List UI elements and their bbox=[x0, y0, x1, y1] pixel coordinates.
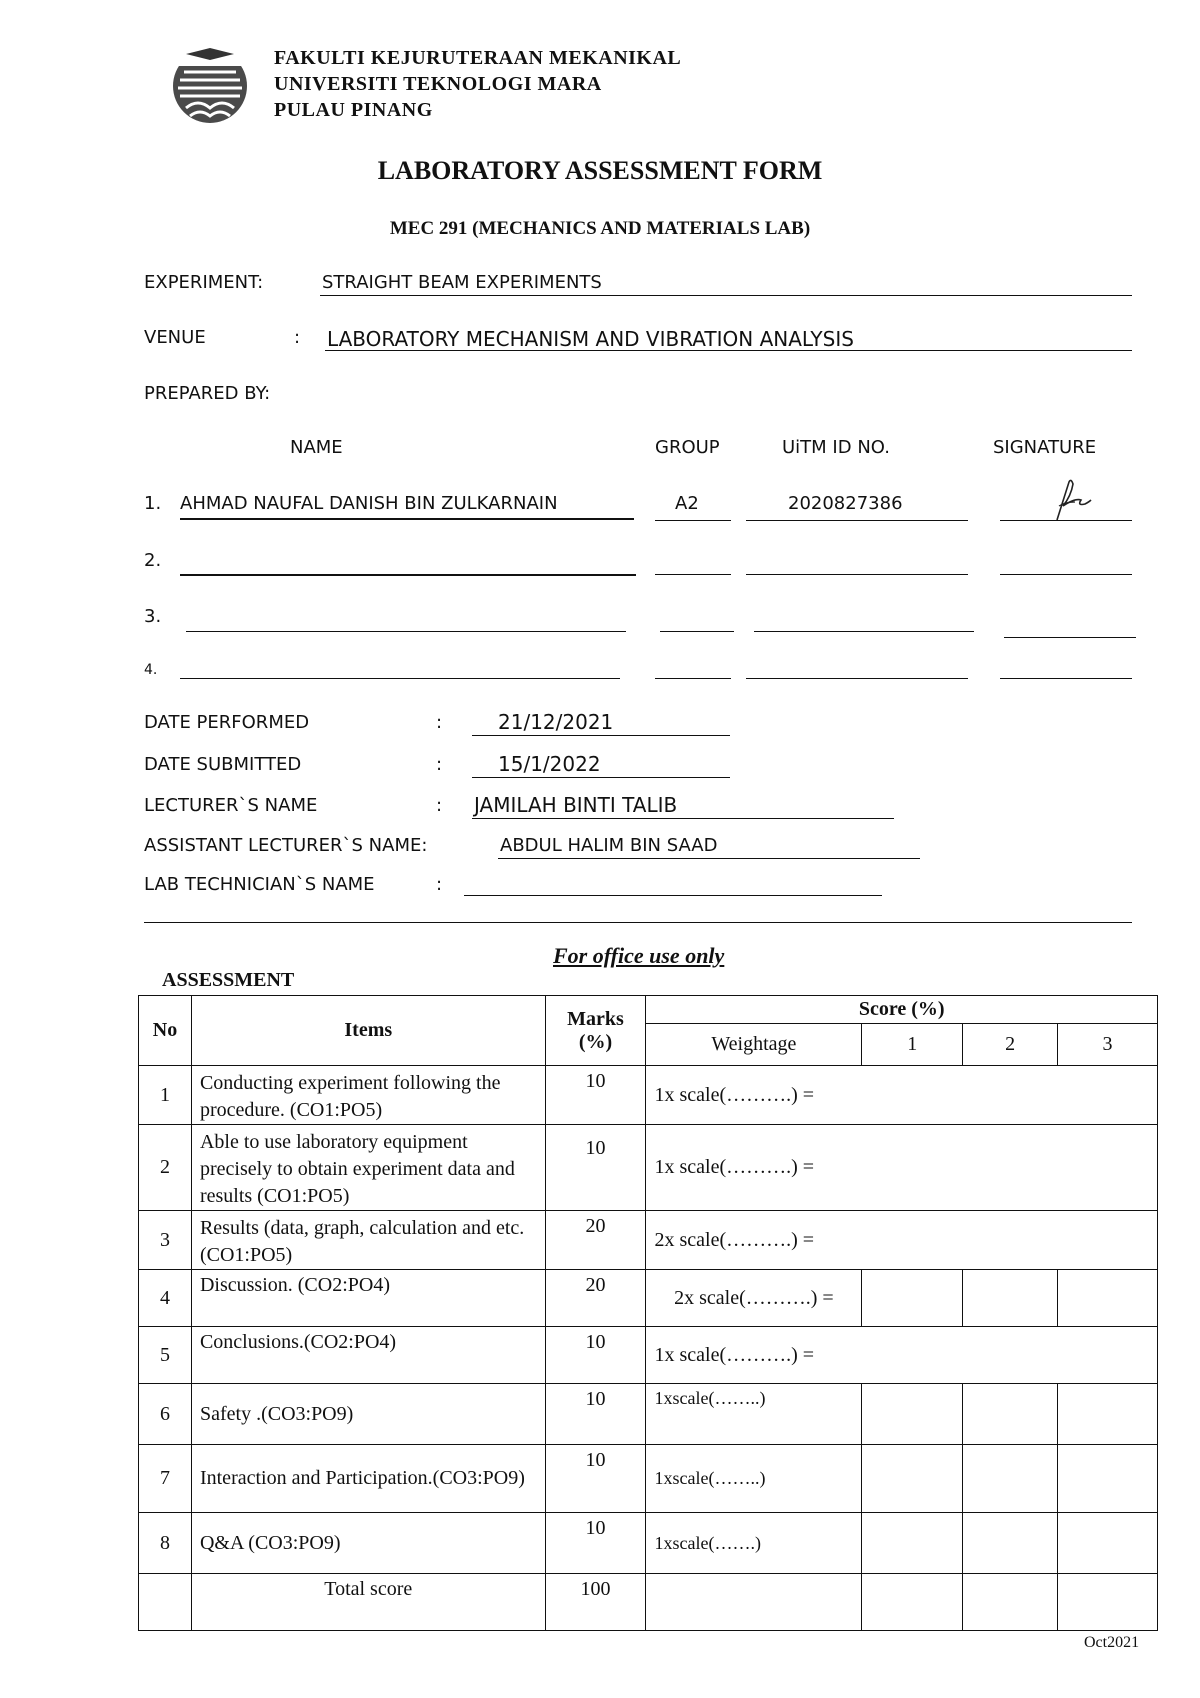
id-column-header: UiTM ID NO. bbox=[782, 437, 890, 458]
venue-label: VENUE bbox=[144, 327, 206, 348]
uitm-logo-icon bbox=[172, 46, 248, 124]
assistant-lecturer-value: ABDUL HALIM BIN SAAD bbox=[500, 835, 718, 856]
row-weightage: 1x scale(……….) = bbox=[646, 1327, 1158, 1384]
name-column-header: NAME bbox=[290, 437, 343, 458]
member-signature-line bbox=[1004, 637, 1136, 638]
row-weightage: 2x scale(……….) = bbox=[646, 1211, 1158, 1270]
row-item: Interaction and Participation.(CO3:PO9) bbox=[191, 1445, 545, 1513]
score-1-header: 1 bbox=[862, 1024, 963, 1066]
score-cell-1[interactable] bbox=[862, 1384, 963, 1445]
score-cell-2[interactable] bbox=[963, 1445, 1058, 1513]
row-number: 2 bbox=[139, 1125, 192, 1211]
member-name-line bbox=[180, 574, 636, 576]
row-number: 6 bbox=[139, 1384, 192, 1445]
score-cell-1[interactable] bbox=[862, 1270, 963, 1327]
row-marks: 10 bbox=[545, 1327, 646, 1384]
table-row bbox=[139, 1384, 1158, 1445]
table-row bbox=[139, 1125, 1158, 1211]
technician-underline bbox=[464, 895, 882, 896]
member-group-line bbox=[655, 574, 731, 575]
table-row bbox=[139, 1327, 1158, 1384]
date-submitted-colon: : bbox=[436, 754, 443, 775]
member-number: 4. bbox=[144, 662, 158, 678]
date-submitted-label: DATE SUBMITTED bbox=[144, 754, 302, 775]
office-use-label: For office use only bbox=[553, 943, 725, 968]
row-number: 3 bbox=[139, 1211, 192, 1270]
row-item: Conclusions.(CO2:PO4) bbox=[191, 1327, 545, 1384]
group-column-header: GROUP bbox=[655, 437, 720, 458]
score-cell-3[interactable] bbox=[1058, 1445, 1158, 1513]
lecturer-underline bbox=[472, 818, 894, 819]
member-number: 1. bbox=[144, 493, 162, 514]
venue-value: LABORATORY MECHANISM AND VIBRATION ANALYSIS bbox=[327, 327, 854, 351]
marks-header-line1: Marks bbox=[567, 1007, 624, 1030]
row-item: Results (data, graph, calculation and etc. (CO1:PO5) bbox=[191, 1211, 545, 1270]
total-marks: 100 bbox=[545, 1574, 646, 1631]
score-cell-1[interactable] bbox=[862, 1513, 963, 1574]
table-row bbox=[139, 1066, 1158, 1125]
member-id: 2020827386 bbox=[788, 493, 903, 514]
total-score-cell-1[interactable] bbox=[862, 1574, 963, 1631]
row-number: 4 bbox=[139, 1270, 192, 1327]
table-row bbox=[139, 1445, 1158, 1513]
faculty-name: FAKULTI KEJURUTERAAN MEKANIKAL bbox=[274, 47, 682, 69]
experiment-underline bbox=[320, 295, 1132, 296]
assistant-lecturer-label: ASSISTANT LECTURER`S NAME: bbox=[144, 835, 428, 856]
member-name-line bbox=[180, 518, 634, 520]
university-name: UNIVERSITI TEKNOLOGI MARA bbox=[274, 73, 602, 95]
total-score-label: Total score bbox=[191, 1574, 545, 1631]
score-cell-1[interactable] bbox=[862, 1445, 963, 1513]
member-name-line bbox=[180, 678, 620, 679]
row-item: Discussion. (CO2:PO4) bbox=[191, 1270, 545, 1327]
total-weightage-cell[interactable] bbox=[646, 1574, 862, 1631]
score-cell-3[interactable] bbox=[1058, 1270, 1158, 1327]
items-header: Items bbox=[191, 996, 545, 1066]
section-divider bbox=[144, 922, 1132, 923]
table-row bbox=[139, 1513, 1158, 1574]
score-cell-2[interactable] bbox=[963, 1270, 1058, 1327]
date-performed-underline bbox=[472, 735, 730, 736]
row-number: 5 bbox=[139, 1327, 192, 1384]
row-weightage: 1xscale(……..) bbox=[646, 1445, 862, 1513]
assistant-lecturer-underline bbox=[498, 858, 920, 859]
member-number: 3. bbox=[144, 606, 162, 627]
score-cell-2[interactable] bbox=[963, 1513, 1058, 1574]
total-score-cell-2[interactable] bbox=[963, 1574, 1058, 1631]
member-signature-line bbox=[1000, 520, 1132, 521]
row-number: 8 bbox=[139, 1513, 192, 1574]
score-cell-3[interactable] bbox=[1058, 1384, 1158, 1445]
row-marks: 10 bbox=[545, 1445, 646, 1513]
member-signature-line bbox=[1000, 678, 1132, 679]
row-item: Safety .(CO3:PO9) bbox=[191, 1384, 545, 1445]
lecturer-colon: : bbox=[436, 795, 443, 816]
row-marks: 10 bbox=[545, 1066, 646, 1125]
row-marks: 10 bbox=[545, 1125, 646, 1211]
table-row bbox=[139, 1270, 1158, 1327]
date-submitted-value: 15/1/2022 bbox=[498, 752, 601, 776]
member-signature-line bbox=[1000, 574, 1132, 575]
member-id-line bbox=[754, 631, 974, 632]
course-title: MEC 291 (MECHANICS AND MATERIALS LAB) bbox=[389, 218, 811, 239]
technician-label: LAB TECHNICIAN`S NAME bbox=[144, 874, 375, 895]
signature-image bbox=[1035, 476, 1095, 524]
technician-colon: : bbox=[436, 874, 443, 895]
row-marks: 10 bbox=[545, 1384, 646, 1445]
member-group-line bbox=[655, 520, 731, 521]
date-performed-colon: : bbox=[436, 712, 443, 733]
row-weightage: 1x scale(……….) = bbox=[646, 1125, 1158, 1211]
signature-column-header: SIGNATURE bbox=[993, 437, 1097, 458]
lecturer-value: JAMILAH BINTI TALIB bbox=[474, 793, 678, 817]
date-performed-label: DATE PERFORMED bbox=[144, 712, 310, 733]
row-marks: 10 bbox=[545, 1513, 646, 1574]
member-group: A2 bbox=[675, 493, 699, 514]
prepared-by-label: PREPARED BY: bbox=[144, 383, 271, 404]
row-weightage: 1xscale(…….) bbox=[646, 1513, 862, 1574]
row-number: 7 bbox=[139, 1445, 192, 1513]
score-header: Score (%) bbox=[646, 996, 1158, 1024]
marks-header-line2: (%) bbox=[578, 1030, 613, 1053]
row-weightage: 1x scale(……….) = bbox=[646, 1066, 1158, 1125]
date-performed-value: 21/12/2021 bbox=[498, 710, 614, 734]
score-3-header: 3 bbox=[1058, 1024, 1158, 1066]
total-number-cell bbox=[139, 1574, 192, 1631]
member-name: AHMAD NAUFAL DANISH BIN ZULKARNAIN bbox=[180, 493, 558, 514]
row-marks: 20 bbox=[545, 1270, 646, 1327]
member-number: 2. bbox=[144, 550, 162, 571]
lecturer-label: LECTURER`S NAME bbox=[144, 795, 318, 816]
score-2-header: 2 bbox=[963, 1024, 1058, 1066]
member-group-line bbox=[655, 678, 731, 679]
marks-header bbox=[545, 996, 646, 1066]
row-item: Conducting experiment following the procedure. (CO1:PO5) bbox=[191, 1066, 545, 1125]
assessment-label: ASSESSMENT bbox=[162, 969, 295, 991]
total-row bbox=[139, 1574, 1158, 1631]
row-weightage: 2x scale(……….) = bbox=[646, 1270, 862, 1327]
date-submitted-underline bbox=[472, 777, 730, 778]
member-group-line bbox=[660, 631, 734, 632]
campus-name: PULAU PINANG bbox=[274, 99, 433, 121]
score-cell-3[interactable] bbox=[1058, 1513, 1158, 1574]
venue-underline bbox=[325, 350, 1132, 351]
table-row bbox=[139, 1211, 1158, 1270]
member-name-line bbox=[186, 631, 626, 632]
total-score-cell-3[interactable] bbox=[1058, 1574, 1158, 1631]
no-header: No bbox=[139, 996, 192, 1066]
row-number: 1 bbox=[139, 1066, 192, 1125]
row-weightage: 1xscale(……..) bbox=[646, 1384, 862, 1445]
experiment-label: EXPERIMENT: bbox=[144, 272, 264, 293]
experiment-value: STRAIGHT BEAM EXPERIMENTS bbox=[322, 272, 602, 293]
row-marks: 20 bbox=[545, 1211, 646, 1270]
venue-colon: : bbox=[294, 327, 301, 348]
member-id-line bbox=[746, 520, 968, 521]
score-cell-2[interactable] bbox=[963, 1384, 1058, 1445]
row-item: Q&A (CO3:PO9) bbox=[191, 1513, 545, 1574]
assessment-table bbox=[138, 995, 1158, 1631]
member-id-line bbox=[746, 678, 968, 679]
weightage-header: Weightage bbox=[646, 1024, 862, 1066]
form-title: LABORATORY ASSESSMENT FORM bbox=[377, 156, 823, 185]
row-item: Able to use laboratory equipment precisely to obtain experiment data and results (CO1:PO5) bbox=[191, 1125, 545, 1211]
footer-version: Oct2021 bbox=[1084, 1634, 1140, 1651]
member-id-line bbox=[746, 574, 968, 575]
